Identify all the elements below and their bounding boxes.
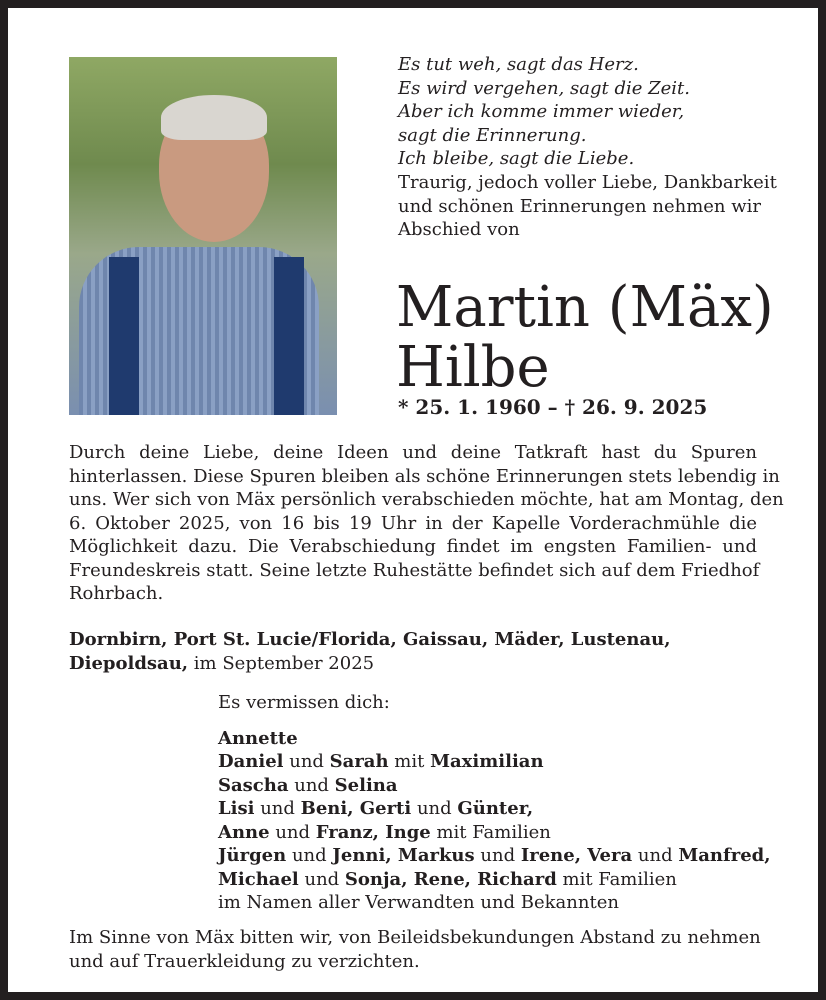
- poem-line: Ich bleibe, sagt die Liebe.: [398, 148, 635, 169]
- body-line: Freundeskreis statt. Seine letzte Ruhestätte befindet sich auf dem Friedhof: [69, 559, 760, 581]
- closing-line: Im Sinne von Mäx bitten wir, von Beileidsbekundungen Abstand zu nehmen: [69, 927, 761, 948]
- intro-line: und schönen Erinnerungen nehmen wir: [398, 195, 761, 217]
- poem-line: Es wird vergehen, sagt die Zeit.: [398, 77, 690, 99]
- poem-line: Es tut weh, sagt das Herz.: [398, 54, 639, 75]
- mourner-connector: und: [254, 798, 301, 819]
- body-line: hinterlassen. Diese Spuren bleiben als schöne Erinnerungen stets lebendig in: [69, 465, 780, 487]
- mourner-name: Jürgen: [218, 845, 287, 866]
- mourner-connector: und: [288, 774, 335, 796]
- places-date: im September 2025: [188, 652, 375, 674]
- mourner-name: Franz, Inge: [315, 821, 431, 843]
- body-line: 6. Oktober 2025, von 16 bis 19 Uhr in der Kapelle Vorderachmühle die: [69, 512, 757, 534]
- mourner-line: [218, 727, 771, 751]
- mourner-connector: mit Familien: [556, 868, 677, 890]
- intro-line: Abschied von: [398, 219, 520, 240]
- closing-text: [69, 926, 761, 973]
- places-line: Dornbirn, Port St. Lucie/Florida, Gaissau, Mäder, Lustenau,: [69, 629, 671, 650]
- mourner-name: Anne: [218, 821, 270, 843]
- body-line: uns. Wer sich von Mäx persönlich verabschieden möchte, hat am Montag, den: [69, 489, 784, 510]
- mourner-line: [218, 891, 771, 915]
- mourner-line: [218, 821, 771, 845]
- intro: [398, 171, 777, 242]
- mourner-connector: im Namen aller Verwandten und Bekannten: [218, 892, 619, 913]
- mourner-connector: und: [411, 798, 458, 819]
- mourner-name: Maximilian: [430, 751, 544, 772]
- portrait-photo: [69, 57, 337, 415]
- mourners-block: [218, 691, 771, 915]
- mourner-line: [218, 750, 771, 774]
- name-line: Hilbe: [396, 335, 550, 400]
- mourners-list: [218, 727, 771, 915]
- poem: [398, 53, 690, 171]
- mourner-connector: und: [269, 821, 316, 843]
- poem-line: sagt die Erinnerung.: [398, 124, 587, 146]
- mourner-connector: und: [632, 845, 679, 866]
- mourner-name: Jenni, Markus: [332, 845, 475, 866]
- places-line: [69, 652, 670, 676]
- mourner-line: [218, 797, 771, 821]
- mourner-name: Selina: [334, 774, 398, 796]
- mourner-connector: und: [283, 751, 330, 772]
- mourner-connector: mit Familien: [430, 821, 551, 843]
- places: [69, 628, 670, 675]
- intro-line: Traurig, jedoch voller Liebe, Dankbarkeit: [398, 172, 777, 193]
- mourner-name: Lisi: [218, 798, 255, 819]
- life-dates: * 25. 1. 1960 – † 26. 9. 2025: [398, 395, 708, 419]
- closing-line: und auf Trauerkleidung zu verzichten.: [69, 950, 420, 972]
- deceased-name: [396, 275, 774, 400]
- mourner-name: Irene, Vera: [520, 845, 633, 866]
- body-text: [69, 441, 784, 606]
- mourner-connector: und: [474, 845, 521, 866]
- body-line: Möglichkeit dazu. Die Verabschiedung findet im engsten Familien- und: [69, 536, 757, 557]
- mourner-connector: und: [286, 845, 333, 866]
- name-line: Martin (Mäx): [396, 275, 774, 340]
- mourner-line: [218, 844, 771, 868]
- mourner-line: [218, 774, 771, 798]
- poem-line: Aber ich komme immer wieder,: [398, 101, 685, 122]
- mourner-connector: mit: [388, 751, 431, 772]
- body-line: Rohrbach.: [69, 583, 164, 604]
- mourner-name: Günter,: [457, 798, 534, 819]
- mourner-name: Daniel: [218, 751, 284, 772]
- mourner-name: Sonja, Rene, Richard: [344, 868, 557, 890]
- mourner-line: [218, 868, 771, 892]
- mourners-heading: Es vermissen dich:: [218, 692, 390, 713]
- mourner-name: Michael: [218, 868, 299, 890]
- mourner-name: Beni, Gerti: [300, 798, 412, 819]
- backpack-strap: [109, 257, 139, 415]
- places-bold: Diepoldsau,: [69, 652, 189, 674]
- photo-hair: [161, 95, 267, 140]
- body-line: Durch deine Liebe, deine Ideen und deine Tatkraft hast du Spuren: [69, 442, 757, 463]
- mourner-name: Sarah: [329, 751, 389, 772]
- mourner-name: Manfred,: [678, 845, 771, 866]
- mourner-connector: und: [298, 868, 345, 890]
- mourner-name: Annette: [218, 727, 298, 749]
- backpack-strap: [274, 257, 304, 415]
- mourner-name: Sascha: [218, 774, 289, 796]
